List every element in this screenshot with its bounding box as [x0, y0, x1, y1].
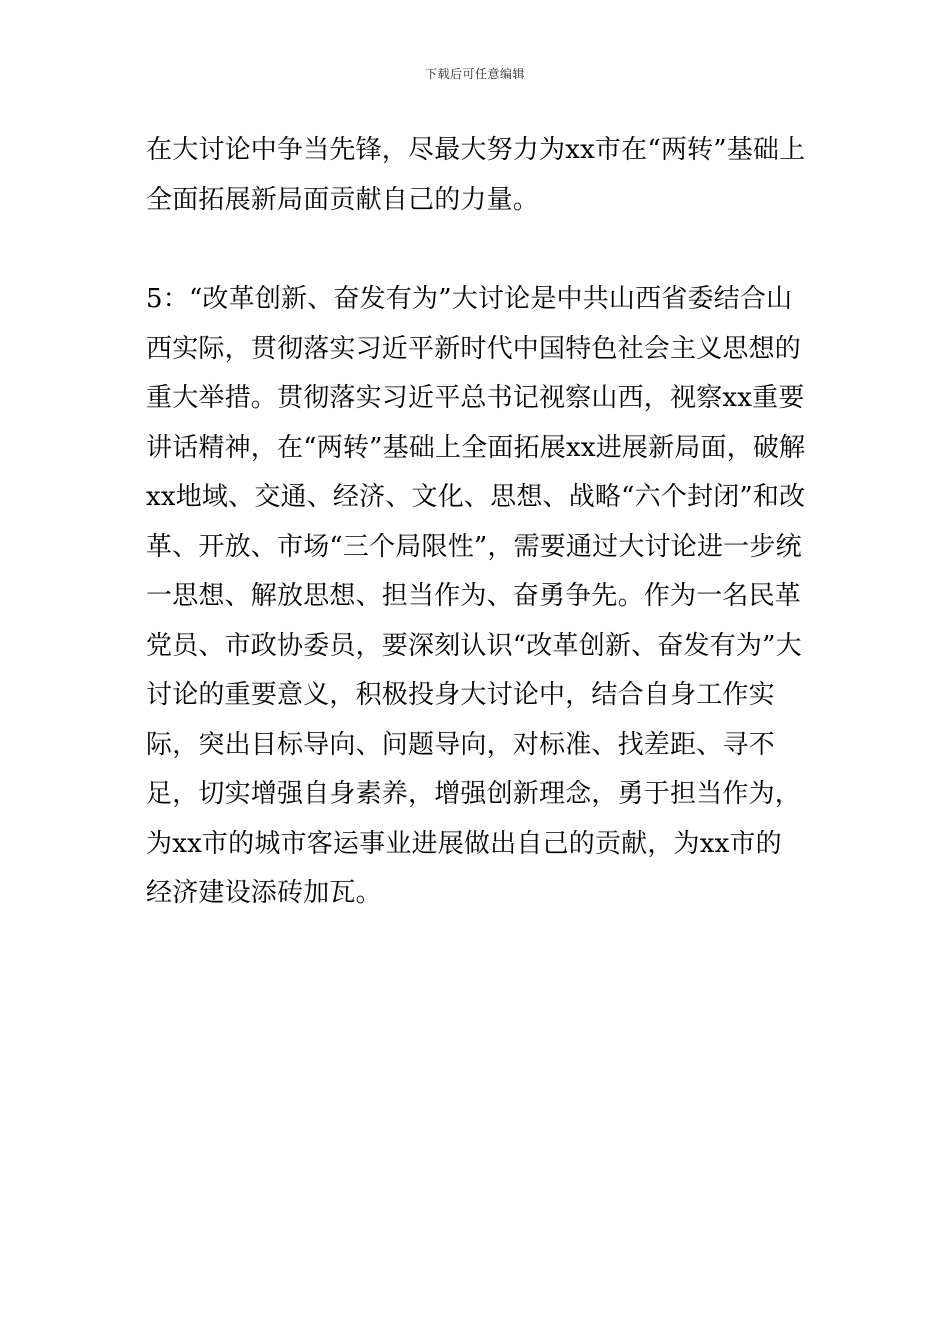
page-header-note: 下载后可任意编辑 — [424, 67, 525, 81]
document-body — [146, 126, 808, 919]
paragraph-1: 在大讨论中争当先锋，尽最大努力为xx市在“两转”基础上全面拓展新局面贡献自己的力量。 — [146, 135, 806, 215]
paragraph-2: 5：“改革创新、奋发有为”大讨论是中共山西省委结合山西实际，贯彻落实习近平新时代中国特色社会主义思想的重大举措。贯彻落实习近平总书记视察山西，视察xx重要讲话精神，在“两转”基础上全面拓展xx进展新局面，破解xx地域、交通、经济、文化、思想、战略“六个封闭”和改革、开放、市场“三个局限性”，需要通过大讨论进一步统一思想、解放思想、担当作为、奋勇争先。作为一名民革党员、市政协委员，要深刻认识“改革创新、奋发有为”大讨论的重要意义，积极投身大讨论中，结合自身工作实际，突出目标导向、问题导向，对标准、找差距、寻不足，切实增强自身素养，增强创新理念，勇于担当作为，为xx市的城市客运事业进展做出自己的贡献，为xx市的经济建设添砖加瓦。 — [146, 284, 806, 908]
